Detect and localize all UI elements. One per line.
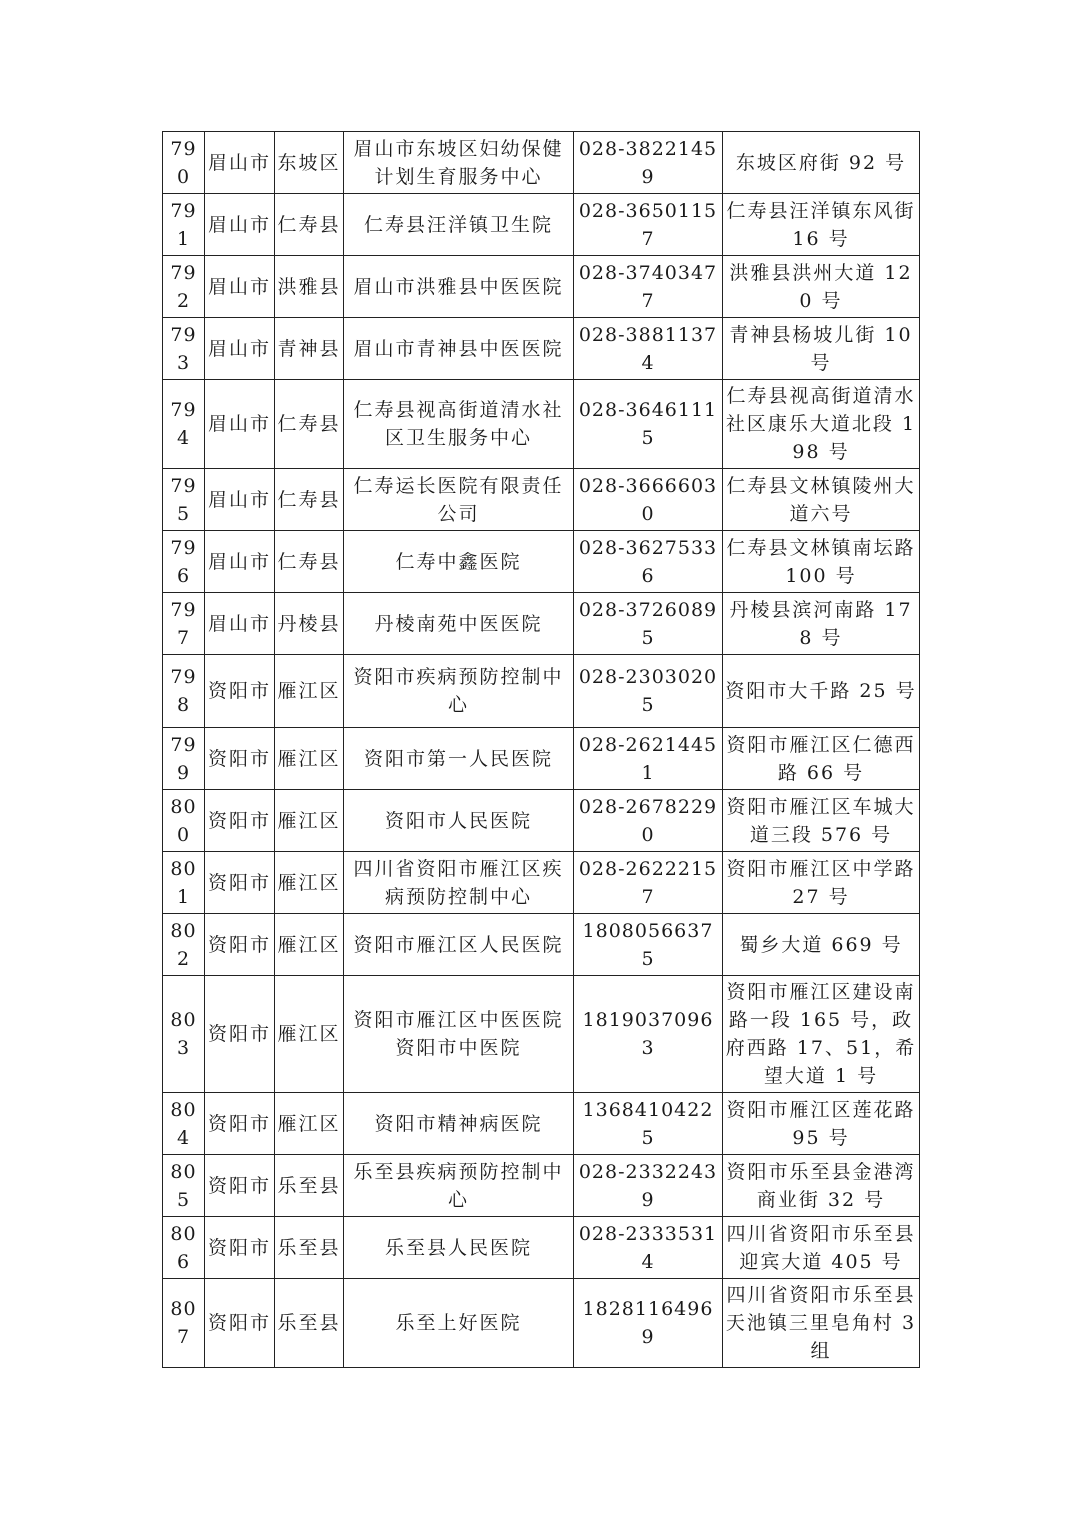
table-row [163, 852, 920, 914]
city-cell: 眉山市 [205, 531, 275, 593]
phone-cell: 028-36666030 [574, 469, 723, 531]
address-cell: 资阳市雁江区中学路 27 号 [723, 852, 920, 914]
city-cell: 眉山市 [205, 132, 275, 194]
phone-cell: 028-26214451 [574, 728, 723, 790]
address-cell: 资阳市雁江区仁德西路 66 号 [723, 728, 920, 790]
city-cell: 资阳市 [205, 1279, 275, 1368]
address-cell: 青神县杨坡儿街 10 号 [723, 318, 920, 380]
address-cell: 资阳市大千路 25 号 [723, 655, 920, 728]
district-cell: 仁寿县 [275, 194, 344, 256]
row-number: 797 [163, 593, 205, 655]
row-number: 791 [163, 194, 205, 256]
row-number: 800 [163, 790, 205, 852]
city-cell: 资阳市 [205, 790, 275, 852]
phone-cell: 028-36275336 [574, 531, 723, 593]
table-row [163, 593, 920, 655]
table-row [163, 655, 920, 728]
city-cell: 资阳市 [205, 852, 275, 914]
city-cell: 资阳市 [205, 655, 275, 728]
phone-cell: 028-38221459 [574, 132, 723, 194]
row-number: 806 [163, 1217, 205, 1279]
institution-name-cell: 资阳市雁江区中医医院资阳市中医院 [344, 976, 574, 1093]
phone-cell: 028-36461115 [574, 380, 723, 469]
address-cell: 蜀乡大道 669 号 [723, 914, 920, 976]
row-number: 792 [163, 256, 205, 318]
table-row [163, 318, 920, 380]
city-cell: 眉山市 [205, 194, 275, 256]
address-cell: 东坡区府街 92 号 [723, 132, 920, 194]
address-cell: 仁寿县文林镇陵州大道六号 [723, 469, 920, 531]
institution-name-cell: 眉山市青神县中医医院 [344, 318, 574, 380]
institution-name-cell: 眉山市洪雅县中医医院 [344, 256, 574, 318]
city-cell: 资阳市 [205, 1093, 275, 1155]
row-number: 795 [163, 469, 205, 531]
phone-cell: 13684104225 [574, 1093, 723, 1155]
city-cell: 资阳市 [205, 1217, 275, 1279]
institution-name-cell: 资阳市精神病医院 [344, 1093, 574, 1155]
address-cell: 仁寿县汪洋镇东风街 16 号 [723, 194, 920, 256]
table-row [163, 469, 920, 531]
row-number: 804 [163, 1093, 205, 1155]
district-cell: 青神县 [275, 318, 344, 380]
city-cell: 资阳市 [205, 1155, 275, 1217]
phone-cell: 028-36501157 [574, 194, 723, 256]
district-cell: 东坡区 [275, 132, 344, 194]
district-cell: 仁寿县 [275, 380, 344, 469]
phone-cell: 028-23030205 [574, 655, 723, 728]
address-cell: 资阳市雁江区车城大道三段 576 号 [723, 790, 920, 852]
city-cell: 资阳市 [205, 914, 275, 976]
institution-name-cell: 眉山市东坡区妇幼保健计划生育服务中心 [344, 132, 574, 194]
institution-table [162, 131, 920, 1368]
city-cell: 眉山市 [205, 469, 275, 531]
district-cell: 雁江区 [275, 1093, 344, 1155]
institution-name-cell: 乐至上好医院 [344, 1279, 574, 1368]
row-number: 796 [163, 531, 205, 593]
district-cell: 仁寿县 [275, 531, 344, 593]
table-row [163, 1217, 920, 1279]
institution-name-cell: 乐至县疾病预防控制中心 [344, 1155, 574, 1217]
institution-name-cell: 仁寿中鑫医院 [344, 531, 574, 593]
institution-name-cell: 资阳市第一人民医院 [344, 728, 574, 790]
row-number: 790 [163, 132, 205, 194]
district-cell: 雁江区 [275, 655, 344, 728]
row-number: 805 [163, 1155, 205, 1217]
institution-name-cell: 乐至县人民医院 [344, 1217, 574, 1279]
row-number: 793 [163, 318, 205, 380]
district-cell: 乐至县 [275, 1155, 344, 1217]
table-row [163, 914, 920, 976]
table-row [163, 531, 920, 593]
institution-name-cell: 仁寿运长医院有限责任公司 [344, 469, 574, 531]
address-cell: 仁寿县视高街道清水社区康乐大道北段 198 号 [723, 380, 920, 469]
row-number: 799 [163, 728, 205, 790]
city-cell: 眉山市 [205, 318, 275, 380]
table-row [163, 790, 920, 852]
table-row [163, 132, 920, 194]
phone-cell: 18190370963 [574, 976, 723, 1093]
city-cell: 资阳市 [205, 976, 275, 1093]
district-cell: 雁江区 [275, 914, 344, 976]
address-cell: 资阳市雁江区莲花路 95 号 [723, 1093, 920, 1155]
district-cell: 雁江区 [275, 852, 344, 914]
city-cell: 眉山市 [205, 593, 275, 655]
phone-cell: 18080566375 [574, 914, 723, 976]
district-cell: 乐至县 [275, 1217, 344, 1279]
phone-cell: 028-38811374 [574, 318, 723, 380]
row-number: 803 [163, 976, 205, 1093]
phone-cell: 028-37260895 [574, 593, 723, 655]
phone-cell: 028-23322439 [574, 1155, 723, 1217]
table-row [163, 728, 920, 790]
phone-cell: 028-37403477 [574, 256, 723, 318]
address-cell: 丹棱县滨河南路 178 号 [723, 593, 920, 655]
phone-cell: 028-23335314 [574, 1217, 723, 1279]
district-cell: 乐至县 [275, 1279, 344, 1368]
district-cell: 雁江区 [275, 976, 344, 1093]
table-row [163, 1279, 920, 1368]
row-number: 798 [163, 655, 205, 728]
institution-name-cell: 资阳市雁江区人民医院 [344, 914, 574, 976]
address-cell: 仁寿县文林镇南坛路 100 号 [723, 531, 920, 593]
district-cell: 雁江区 [275, 790, 344, 852]
institution-name-cell: 资阳市人民医院 [344, 790, 574, 852]
address-cell: 资阳市乐至县金港湾商业街 32 号 [723, 1155, 920, 1217]
institution-name-cell: 仁寿县视高街道清水社区卫生服务中心 [344, 380, 574, 469]
city-cell: 眉山市 [205, 380, 275, 469]
district-cell: 洪雅县 [275, 256, 344, 318]
row-number: 794 [163, 380, 205, 469]
institution-name-cell: 丹棱南苑中医医院 [344, 593, 574, 655]
district-cell: 丹棱县 [275, 593, 344, 655]
institution-name-cell: 四川省资阳市雁江区疾病预防控制中心 [344, 852, 574, 914]
table-row [163, 380, 920, 469]
row-number: 802 [163, 914, 205, 976]
city-cell: 眉山市 [205, 256, 275, 318]
table-row [163, 1155, 920, 1217]
phone-cell: 028-26782290 [574, 790, 723, 852]
district-cell: 雁江区 [275, 728, 344, 790]
district-cell: 仁寿县 [275, 469, 344, 531]
address-cell: 四川省资阳市乐至县天池镇三里皂角村 3 组 [723, 1279, 920, 1368]
institution-name-cell: 仁寿县汪洋镇卫生院 [344, 194, 574, 256]
row-number: 801 [163, 852, 205, 914]
table-row [163, 194, 920, 256]
row-number: 807 [163, 1279, 205, 1368]
table-body [163, 132, 920, 1368]
city-cell: 资阳市 [205, 728, 275, 790]
institution-name-cell: 资阳市疾病预防控制中心 [344, 655, 574, 728]
address-cell: 洪雅县洪州大道 120 号 [723, 256, 920, 318]
address-cell: 资阳市雁江区建设南路一段 165 号，政府西路 17、51，希望大道 1 号 [723, 976, 920, 1093]
phone-cell: 028-26222157 [574, 852, 723, 914]
address-cell: 四川省资阳市乐至县迎宾大道 405 号 [723, 1217, 920, 1279]
table-row [163, 1093, 920, 1155]
table-row [163, 256, 920, 318]
phone-cell: 18281164969 [574, 1279, 723, 1368]
table-row [163, 976, 920, 1093]
